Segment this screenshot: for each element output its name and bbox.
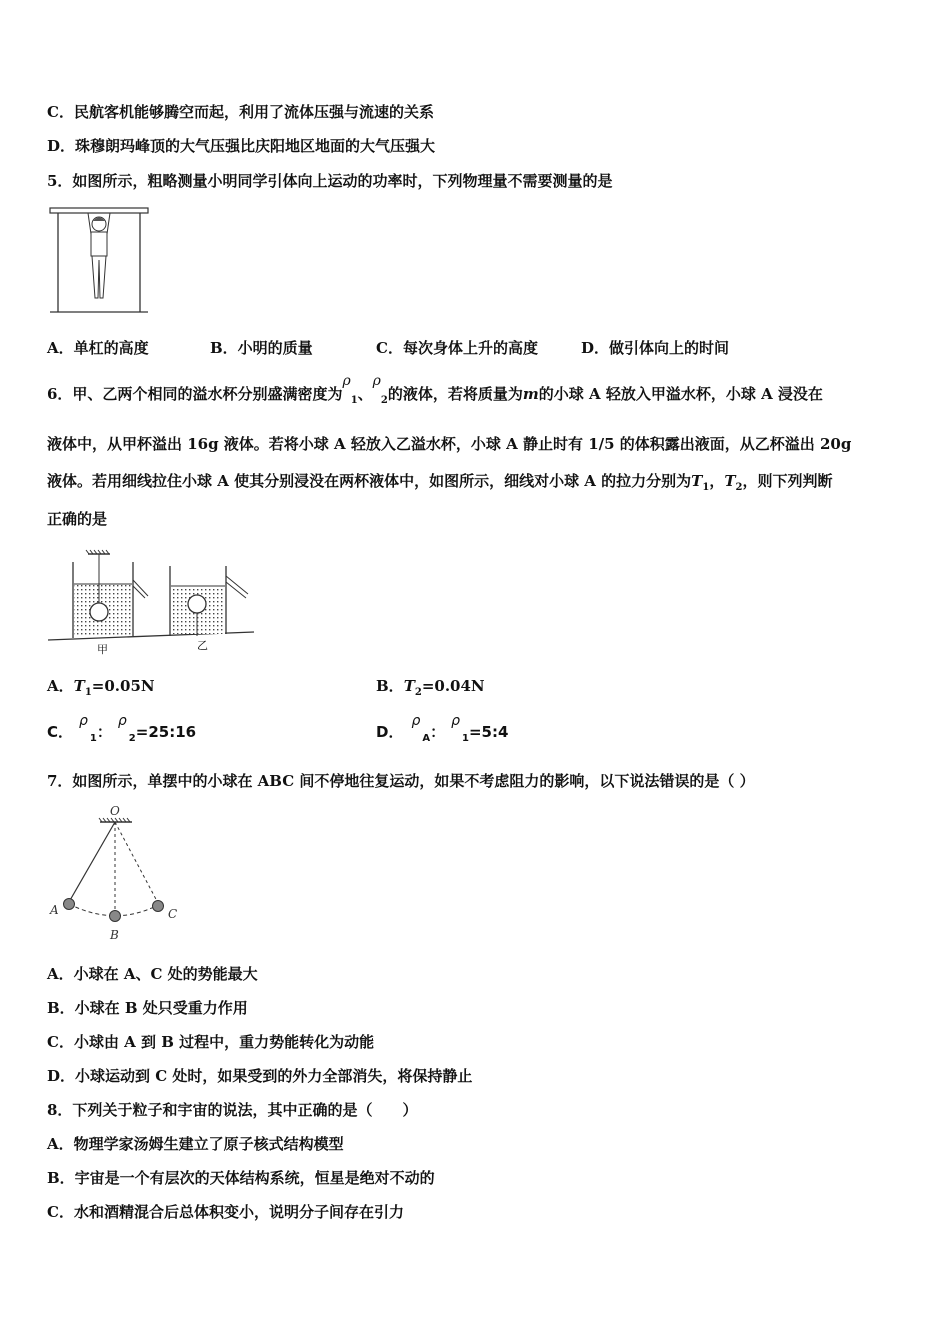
overflow-cups-figure <box>48 548 260 656</box>
q6-option-a: A．$T_1=0.05N$ <box>47 677 155 698</box>
q8-stem: 8．下列关于粒子和宇宙的说法，其中正确的是（ ） <box>47 1101 418 1119</box>
label-o: O <box>110 804 120 818</box>
q6-option-c: C．$\rho_1$：$\rho_2=25:16$ <box>47 713 197 744</box>
q7-option-a: A．小球在 A、C 处的势能最大 <box>47 965 258 983</box>
q4-option-d: D．珠穆朗玛峰顶的大气压强比庆阳地区地面的大气压强大 <box>47 137 436 155</box>
q6-stem-line2: 液体中，从甲杯溢出 16g 液体。若将小球 A 轻放入乙溢水杯，小球 A 静止时有 1/5 的体积露出液面，从乙杯溢出 20g <box>47 435 852 453</box>
pullup-figure <box>48 204 158 318</box>
q5-option-a: A．单杠的高度 <box>47 339 149 357</box>
fig-label-yi: 乙 <box>197 639 208 652</box>
q8-option-c: C．水和酒精混合后总体积变小，说明分子间存在引力 <box>47 1203 404 1221</box>
pendulum-figure <box>48 802 188 948</box>
q7-option-c: C．小球由 A 到 B 过程中，重力势能转化为动能 <box>47 1033 375 1051</box>
q7-option-d: D．小球运动到 C 处时，如果受到的外力全部消失，将保持静止 <box>47 1067 473 1085</box>
q6-stem-line1: 6．甲、乙两个相同的溢水杯分别盛满密度为$\rho_1$、$\rho_2$的液体，若将质量为m的小球 A 轻放入甲溢水杯，小球 A 浸没在 <box>47 373 823 406</box>
label-a: A <box>50 903 59 917</box>
q8-option-b: B．宇宙是一个有层次的天体结构系统，恒星是绝对不动的 <box>47 1169 435 1187</box>
label-b: B <box>110 928 119 942</box>
fig-label-jia: 甲 <box>97 643 108 656</box>
q4-option-c: C．民航客机能够腾空而起，利用了流体压强与流速的关系 <box>47 103 434 121</box>
q5-option-c: C．每次身体上升的高度 <box>376 339 538 357</box>
q7-option-b: B．小球在 B 处只受重力作用 <box>47 999 248 1017</box>
q5-option-d: D．做引体向上的时间 <box>581 339 730 357</box>
q6-stem-line3: 液体。若用细线拉住小球 A 使其分别浸没在两杯液体中，如图所示，细线对小球 A 的拉力分别为$T_1$，$T_2$，则下列判断 <box>47 472 833 493</box>
q7-stem: 7．如图所示，单摆中的小球在 ABC 间不停地往复运动，如果不考虑阻力的影响，以下说法错误的是（ ） <box>47 772 755 790</box>
q6-stem-line4: 正确的是 <box>47 510 108 528</box>
q8-option-a: A．物理学家汤姆生建立了原子核式结构模型 <box>47 1135 344 1153</box>
q5-option-b: B．小明的质量 <box>210 339 313 357</box>
q5-stem: 5．如图所示，粗略测量小明同学引体向上运动的功率时，下列物理量不需要测量的是 <box>47 172 613 190</box>
q6-option-b: B．$T_2=0.04N$ <box>376 677 485 698</box>
q6-option-d: D．$\rho_A$：$\rho_1=5:4$ <box>376 713 509 744</box>
label-c: C <box>168 907 178 921</box>
